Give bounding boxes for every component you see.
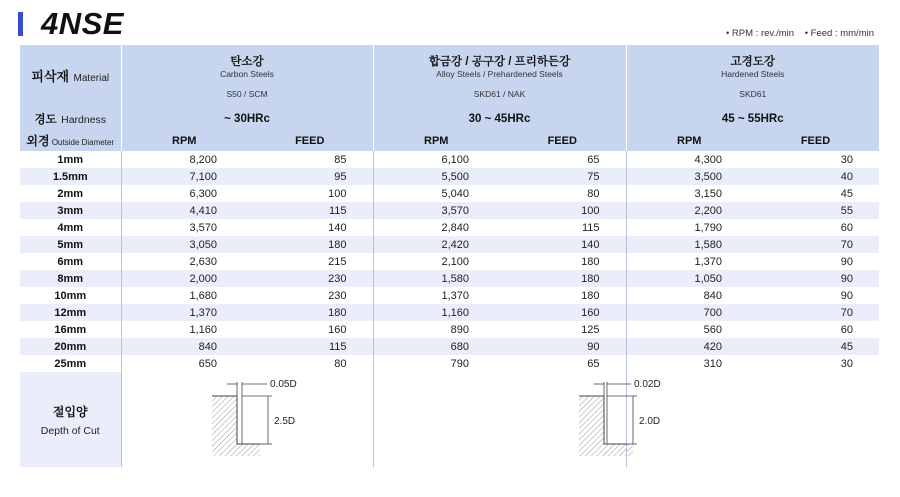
title-accent-bar — [18, 12, 23, 36]
table-row — [20, 151, 879, 168]
depth-of-cut-label: 절입양 Depth of Cut — [20, 372, 121, 467]
feed-cell: 215 — [328, 255, 347, 268]
feed-cell: 90 — [752, 270, 879, 287]
feed-cell: 85 — [334, 153, 347, 166]
depth-of-cut-diagram — [627, 372, 880, 467]
table-row — [20, 338, 879, 355]
workpiece-hatch — [212, 396, 260, 456]
table-row — [20, 321, 879, 338]
material-row-label: 피삭재 Material — [20, 45, 121, 107]
feed-cell: 95 — [247, 168, 373, 185]
rpm-cell: 2,200 — [626, 202, 752, 219]
feed-cell: 45 — [752, 338, 879, 355]
table-row — [20, 168, 879, 185]
feed-cell: 60 — [840, 221, 854, 234]
feed-cell: 45 — [840, 187, 854, 200]
feed-cell: 90 — [499, 338, 626, 355]
depth-diagram-cell — [121, 372, 373, 467]
title-bar — [18, 6, 124, 42]
rpm-cell: 3,570 — [373, 202, 499, 219]
feed-cell: 115 — [247, 202, 373, 219]
rpm-cell: 1,680 — [189, 289, 217, 302]
feed-cell: 75 — [499, 168, 626, 185]
rpm-cell: 4,410 — [121, 202, 247, 219]
diameter-cell: 25mm — [20, 355, 121, 372]
rpm-cell: 3,150 — [626, 185, 752, 202]
rpm-cell: 1,050 — [626, 270, 752, 287]
diameter-cell: 10mm — [20, 287, 121, 304]
feed-column-header: FEED — [499, 130, 626, 151]
feed-cell: 125 — [581, 323, 600, 336]
feed-cell: 60 — [840, 323, 854, 336]
depth-of-cut-diagram — [122, 372, 374, 467]
feed-cell: 30 — [840, 153, 854, 166]
rpm-cell: 1,790 — [626, 219, 752, 236]
rpm-cell: 4,300 — [626, 151, 752, 168]
rpm-cell: 1,370 — [373, 287, 499, 304]
rpm-cell: 560 — [626, 321, 752, 338]
rpm-unit-note: • RPM : rev./min — [725, 28, 795, 39]
diameter-cell: 4mm — [20, 219, 121, 236]
rpm-cell: 2,000 — [121, 270, 247, 287]
rpm-cell: 310 — [626, 355, 752, 372]
material-alloy-steels: 합금강 / 공구강 / 프리하든강 Alloy Steels / Prehardened Steels SKD61 / NAK — [373, 45, 626, 107]
rpm-cell: 7,100 — [121, 168, 247, 185]
rpm-cell: 8,200 — [189, 153, 217, 166]
workpiece-hatch — [579, 396, 627, 456]
feed-cell: 90 — [840, 255, 854, 268]
cutting-conditions-table — [20, 45, 879, 467]
rpm-cell: 650 — [198, 357, 217, 370]
axial-depth-label: 2.5D — [273, 416, 295, 427]
feed-cell: 180 — [247, 236, 373, 253]
diameter-cell: 6mm — [20, 253, 121, 270]
axial-depth-label: 2.0D — [639, 416, 661, 427]
rpm-cell: 6,300 — [189, 187, 217, 200]
feed-cell: 30 — [840, 357, 854, 370]
diameter-cell: 12mm — [20, 304, 121, 321]
feed-cell: 140 — [499, 236, 626, 253]
units-legend — [718, 28, 874, 39]
radial-depth-label: 0.02D — [634, 379, 661, 390]
feed-cell: 70 — [752, 236, 879, 253]
radial-depth-label: 0.05D — [269, 379, 297, 390]
feed-column-header: FEED — [752, 130, 879, 151]
table-row — [20, 236, 879, 253]
table-row — [20, 185, 879, 202]
material-header-row — [20, 45, 879, 107]
rpm-cell: 3,500 — [626, 168, 752, 185]
feed-cell: 70 — [752, 304, 879, 321]
diameter-cell: 16mm — [20, 321, 121, 338]
feed-cell: 65 — [587, 153, 600, 166]
feed-cell: 80 — [587, 187, 600, 200]
rpm-cell: 6,100 — [373, 151, 499, 168]
diameter-label: 외경 Outside Diameter — [20, 130, 121, 151]
diameter-cell: 2mm — [20, 185, 121, 202]
feed-cell: 100 — [328, 187, 347, 200]
rpm-cell: 1,580 — [626, 236, 752, 253]
depth-of-cut-diagram-alloy — [573, 372, 663, 467]
rpm-cell: 2,100 — [373, 253, 499, 270]
diameter-cell: 3mm — [20, 202, 121, 219]
rpm-cell: 2,420 — [373, 236, 499, 253]
feed-column-header: FEED — [247, 130, 373, 151]
rpm-cell: 3,570 — [189, 221, 217, 234]
feed-cell: 180 — [499, 270, 626, 287]
rpm-cell: 2,630 — [189, 255, 217, 268]
feed-cell: 230 — [247, 270, 373, 287]
table-row — [20, 270, 879, 287]
feed-cell: 65 — [587, 357, 600, 370]
material-carbon-steels: 탄소강 Carbon Steels S50 / SCM — [121, 45, 373, 107]
material-hardened-steels: 고경도강 Hardened Steels SKD61 — [626, 45, 879, 107]
feed-cell: 180 — [247, 304, 373, 321]
hardness-row — [20, 107, 879, 130]
feed-cell: 160 — [328, 323, 347, 336]
rpm-column-header: RPM — [626, 130, 752, 151]
feed-cell: 230 — [328, 289, 347, 302]
table-row — [20, 287, 879, 304]
feed-unit-note: • Feed : mm/min — [804, 28, 874, 39]
diameter-cell: 5mm — [20, 236, 121, 253]
rpm-cell: 1,370 — [626, 253, 752, 270]
diameter-cell: 20mm — [20, 338, 121, 355]
hardness-label: 경도 Hardness — [20, 107, 121, 130]
rpm-column-header: RPM — [373, 130, 499, 151]
rpm-cell: 890 — [373, 321, 499, 338]
rpm-cell: 840 — [626, 287, 752, 304]
rpm-cell: 1,580 — [373, 270, 499, 287]
feed-cell: 100 — [499, 202, 626, 219]
feed-cell: 180 — [581, 255, 600, 268]
page-title: 4NSE — [41, 6, 124, 41]
feed-cell: 115 — [581, 221, 600, 234]
table-row — [20, 253, 879, 270]
feed-cell: 80 — [334, 357, 347, 370]
feed-cell: 40 — [752, 168, 879, 185]
rpm-cell: 420 — [626, 338, 752, 355]
rpm-cell: 790 — [373, 355, 499, 372]
feed-cell: 55 — [752, 202, 879, 219]
table-row — [20, 219, 879, 236]
rpm-column-header: RPM — [121, 130, 247, 151]
diameter-header-row — [20, 130, 879, 151]
rpm-cell: 700 — [626, 304, 752, 321]
rpm-cell: 5,500 — [373, 168, 499, 185]
rpm-cell: 5,040 — [373, 185, 499, 202]
feed-cell: 140 — [328, 221, 347, 234]
feed-cell: 160 — [499, 304, 626, 321]
feed-cell: 115 — [247, 338, 373, 355]
depth-diagram-cell — [626, 372, 879, 467]
hardness-value: 30 ~ 45HRc — [373, 107, 626, 130]
table-row — [20, 304, 879, 321]
rpm-cell: 2,840 — [373, 219, 499, 236]
rpm-cell: 1,160 — [373, 304, 499, 321]
table-row — [20, 202, 879, 219]
rpm-cell: 680 — [373, 338, 499, 355]
diameter-cell: 8mm — [20, 270, 121, 287]
rpm-cell: 840 — [121, 338, 247, 355]
rpm-cell: 1,370 — [121, 304, 247, 321]
rpm-cell: 1,160 — [189, 323, 217, 336]
feed-cell: 90 — [840, 289, 854, 302]
diameter-cell: 1.5mm — [20, 168, 121, 185]
hardness-value: ~ 30HRc — [121, 107, 373, 130]
feed-cell: 180 — [581, 289, 600, 302]
diameter-cell: 1mm — [20, 151, 121, 168]
rpm-cell: 3,050 — [121, 236, 247, 253]
hardness-value: 45 ~ 55HRc — [626, 107, 879, 130]
depth-of-cut-row — [20, 372, 879, 467]
table-row — [20, 355, 879, 372]
